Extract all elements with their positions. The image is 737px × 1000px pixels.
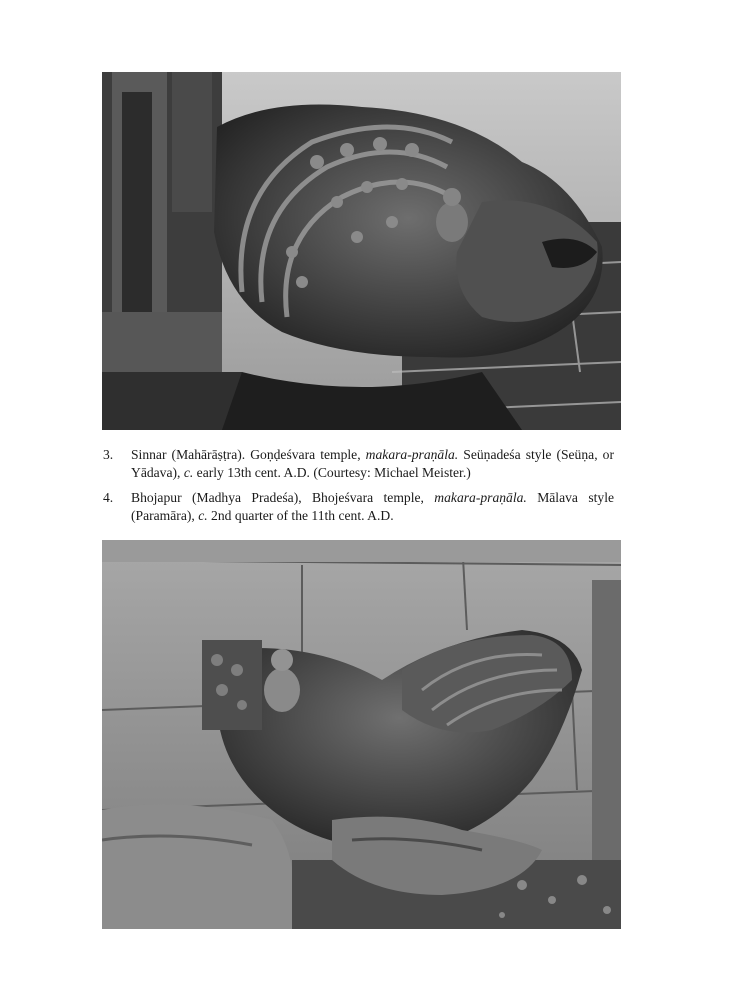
figure-3-caption (103, 446, 614, 482)
photo-sinnar-makara-pranala (102, 72, 621, 430)
figure-4-caption-text-a: Bhojapur (Madhya Pradeśa), Bhojeśvara temple, (131, 490, 435, 505)
figure-3-caption-text-a: Sinnar (Mahārāṣṭra). Goṇḍeśvara temple, (131, 447, 366, 462)
figure-3-caption-italic-b: makara-praṇāla. (365, 447, 459, 462)
figure-4-number: 4. (103, 490, 114, 505)
figure-3-number: 3. (103, 447, 114, 462)
photo-sinnar-image (102, 72, 621, 430)
figure-4-caption-italic-d: c. (198, 508, 208, 523)
figure-3-caption-italic-d: c. (183, 465, 194, 480)
figure-3-caption-text-e: early 13th cent. A.D. (Courtesy: Michael Meister.) (193, 465, 471, 480)
figure-3-caption-text-c: Seüṇadeśa style (Seüṇa, or Yādava), (131, 447, 614, 480)
photo-bhojapur-image (102, 540, 621, 929)
figure-4-caption-italic-b: makara-praṇāla. (434, 490, 527, 505)
figure-4-caption (103, 489, 615, 525)
figure-4-caption-text-e: 2nd quarter of the 11th cent. A.D. (207, 508, 394, 523)
figure-4-caption-text-c: Mālava style (Paramāra), (131, 490, 615, 523)
photo-bhojapur-makara-pranala (102, 540, 621, 929)
